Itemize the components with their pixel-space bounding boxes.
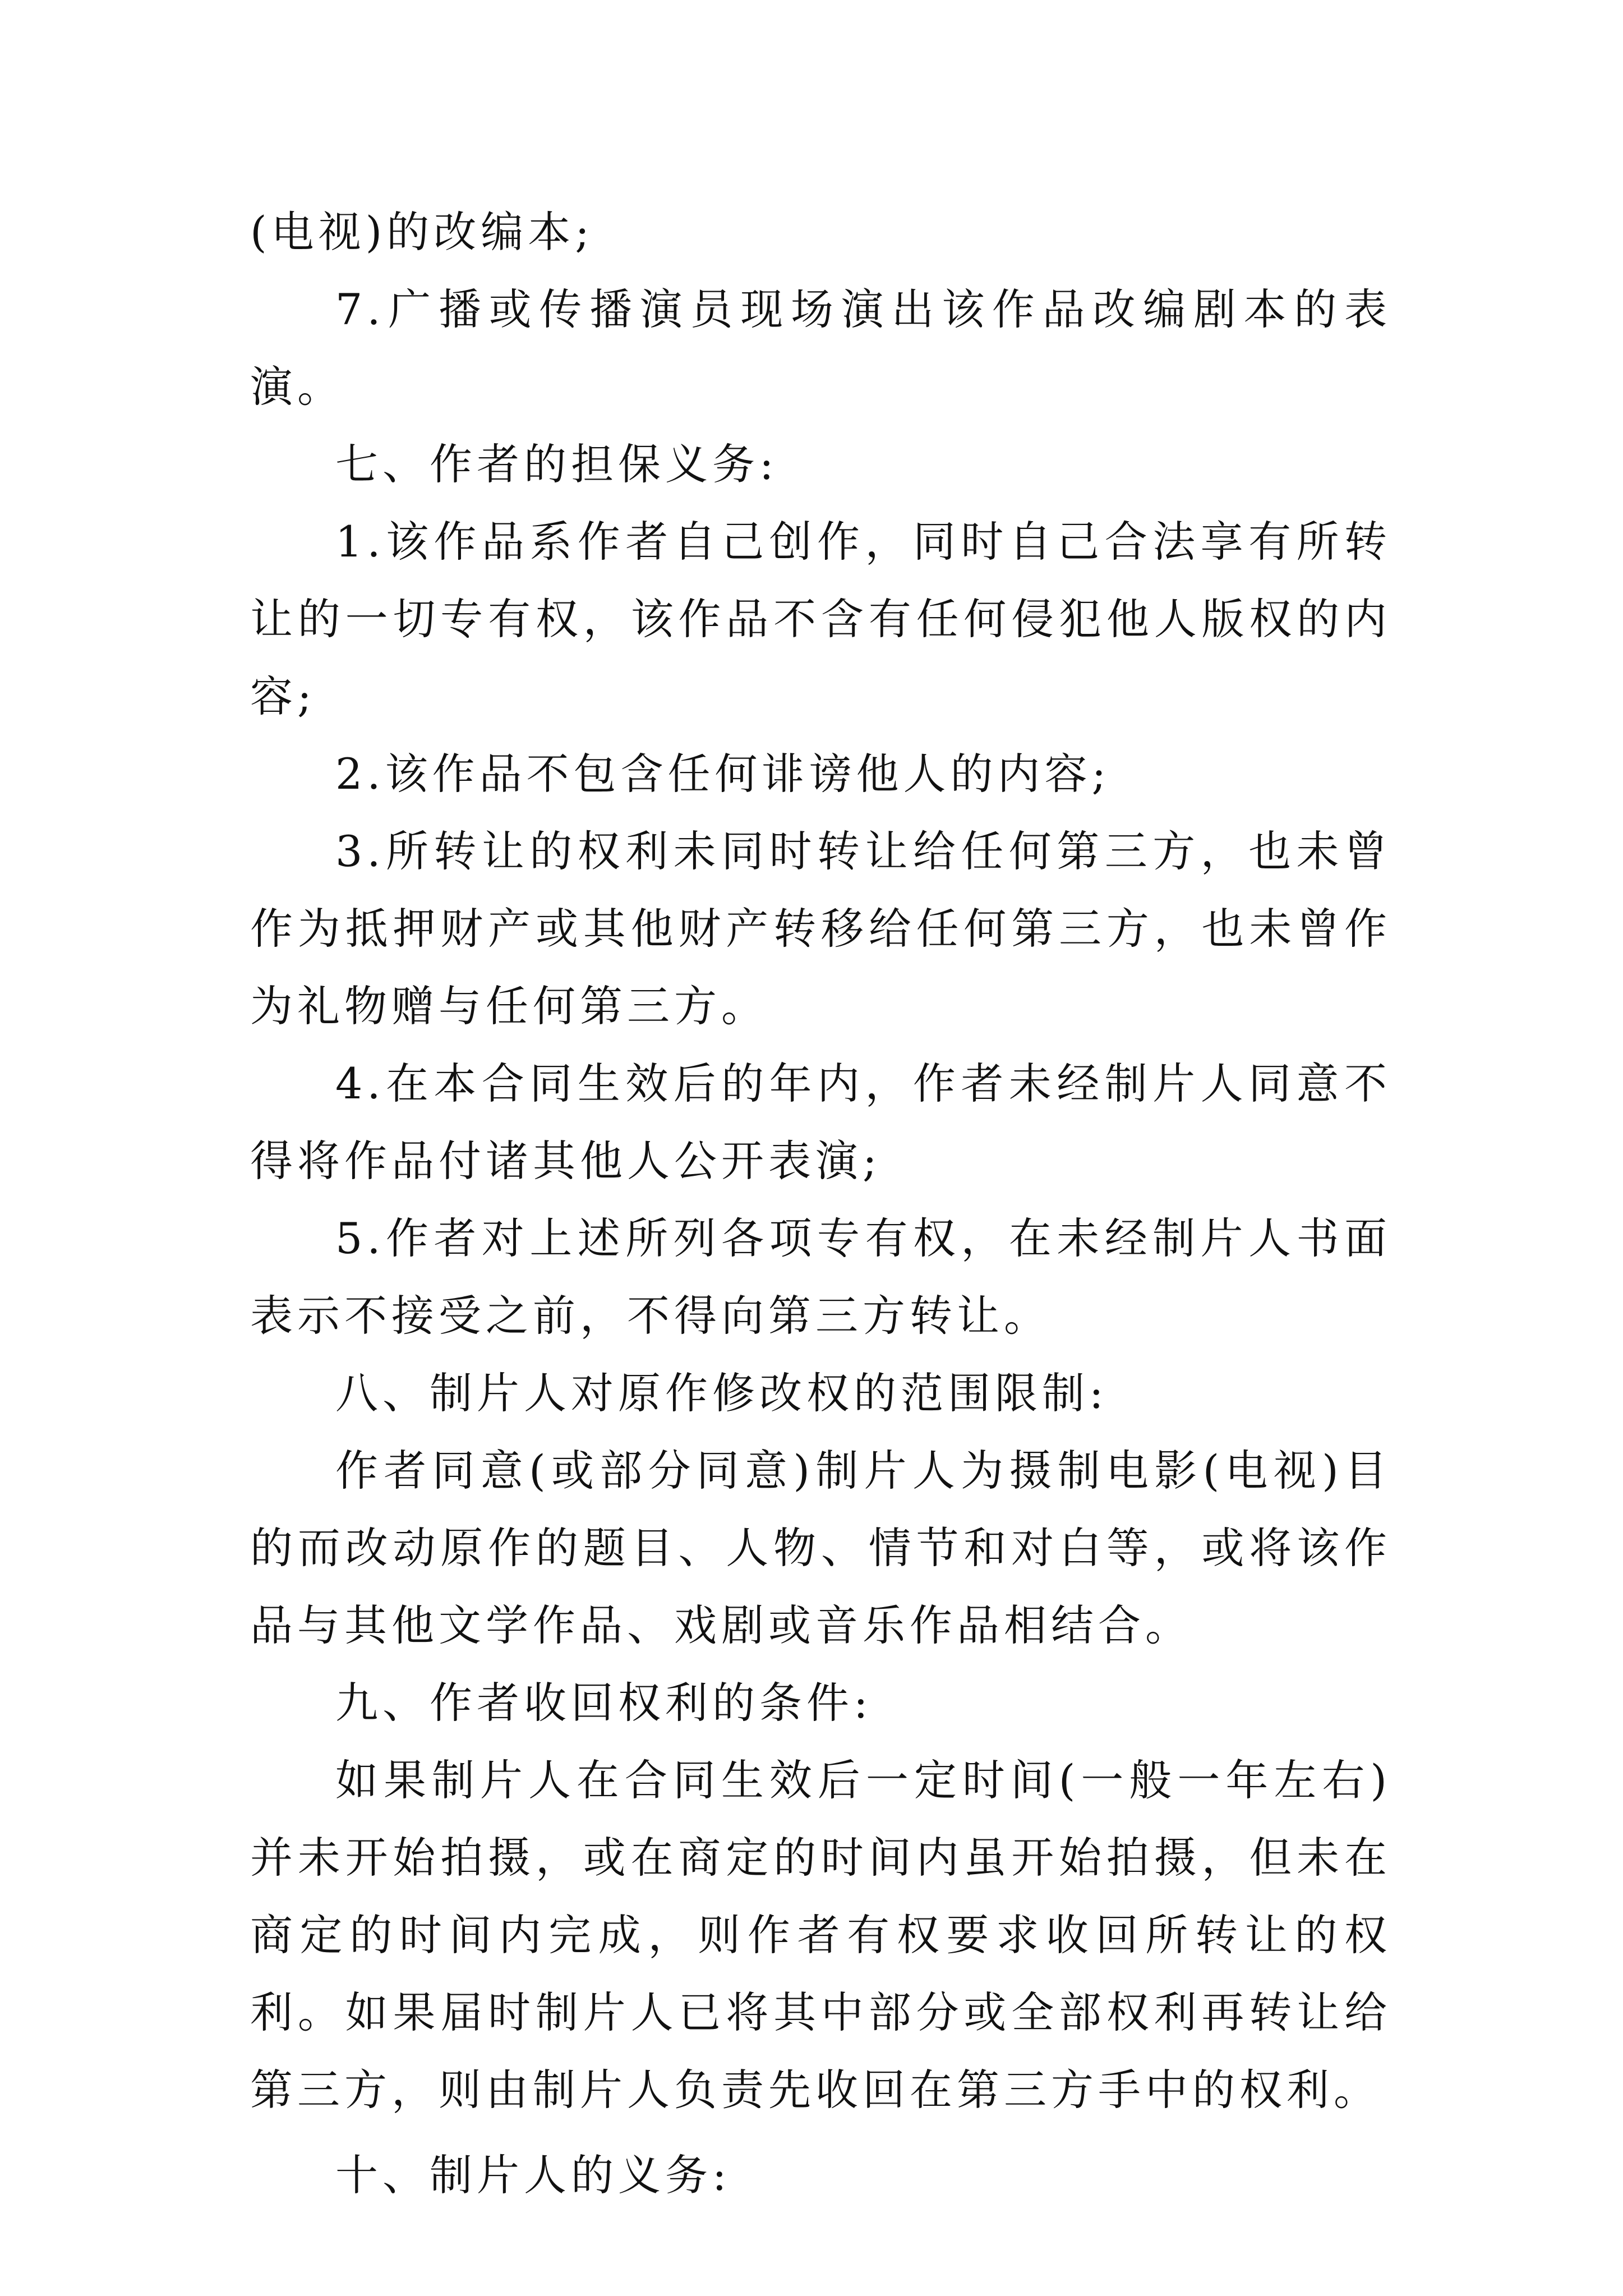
paragraph-item-2: 2.该作品不包含任何诽谤他人的内容;: [335, 749, 1111, 799]
contract-body: [250, 194, 1391, 2214]
section-heading-10: 十、制片人的义务:: [335, 2150, 731, 2200]
paragraph-item-7: 7.广播或传播演员现场演出该作品改编剧本的表演。: [250, 284, 1391, 412]
section-heading-8: 八、制片人对原作修改权的范围限制:: [335, 1368, 1108, 1418]
paragraph-item-1: 1.该作品系作者自己创作，同时自己合法享有所转让的一切专有权，该作品不含有任何侵犯他人版权的内容;: [250, 517, 1391, 721]
section-heading-9: 九、作者收回权利的条件:: [335, 1678, 873, 1728]
paragraph-section-8-body: 作者同意(或部分同意)制片人为摄制电影(电视)目的而改动原作的题目、人物、情节和对白等，或将该作品与其他文学作品、戏剧或音乐作品相结合。: [250, 1446, 1391, 1650]
section-heading-7: 七、作者的担保义务:: [335, 439, 778, 489]
paragraph-item-5: 5.作者对上述所列各项专有权，在未经制片人书面表示不接受之前，不得向第三方转让。: [250, 1213, 1391, 1341]
paragraph-continuation: (电视)的改编本;: [250, 207, 594, 257]
paragraph-section-9-body: 如果制片人在合同生效后一定时间(一般一年左右)并未开始拍摄，或在商定的时间内虽开始拍摄，但未在商定的时间内完成，则作者有权要求收回所转让的权利。如果届时制片人已将其中部分或全部权利再转让给第三方，则由制片人负责先收回在第三方手中的权利。: [250, 1755, 1391, 2115]
paragraph-item-4: 4.在本合同生效后的年内，作者未经制片人同意不得将作品付诸其他人公开表演;: [250, 1059, 1391, 1186]
paragraph-item-3: 3.所转让的权利未同时转让给任何第三方，也未曾作为抵押财产或其他财产转移给任何第三方，也未曾作为礼物赠与任何第三方。: [250, 826, 1391, 1031]
